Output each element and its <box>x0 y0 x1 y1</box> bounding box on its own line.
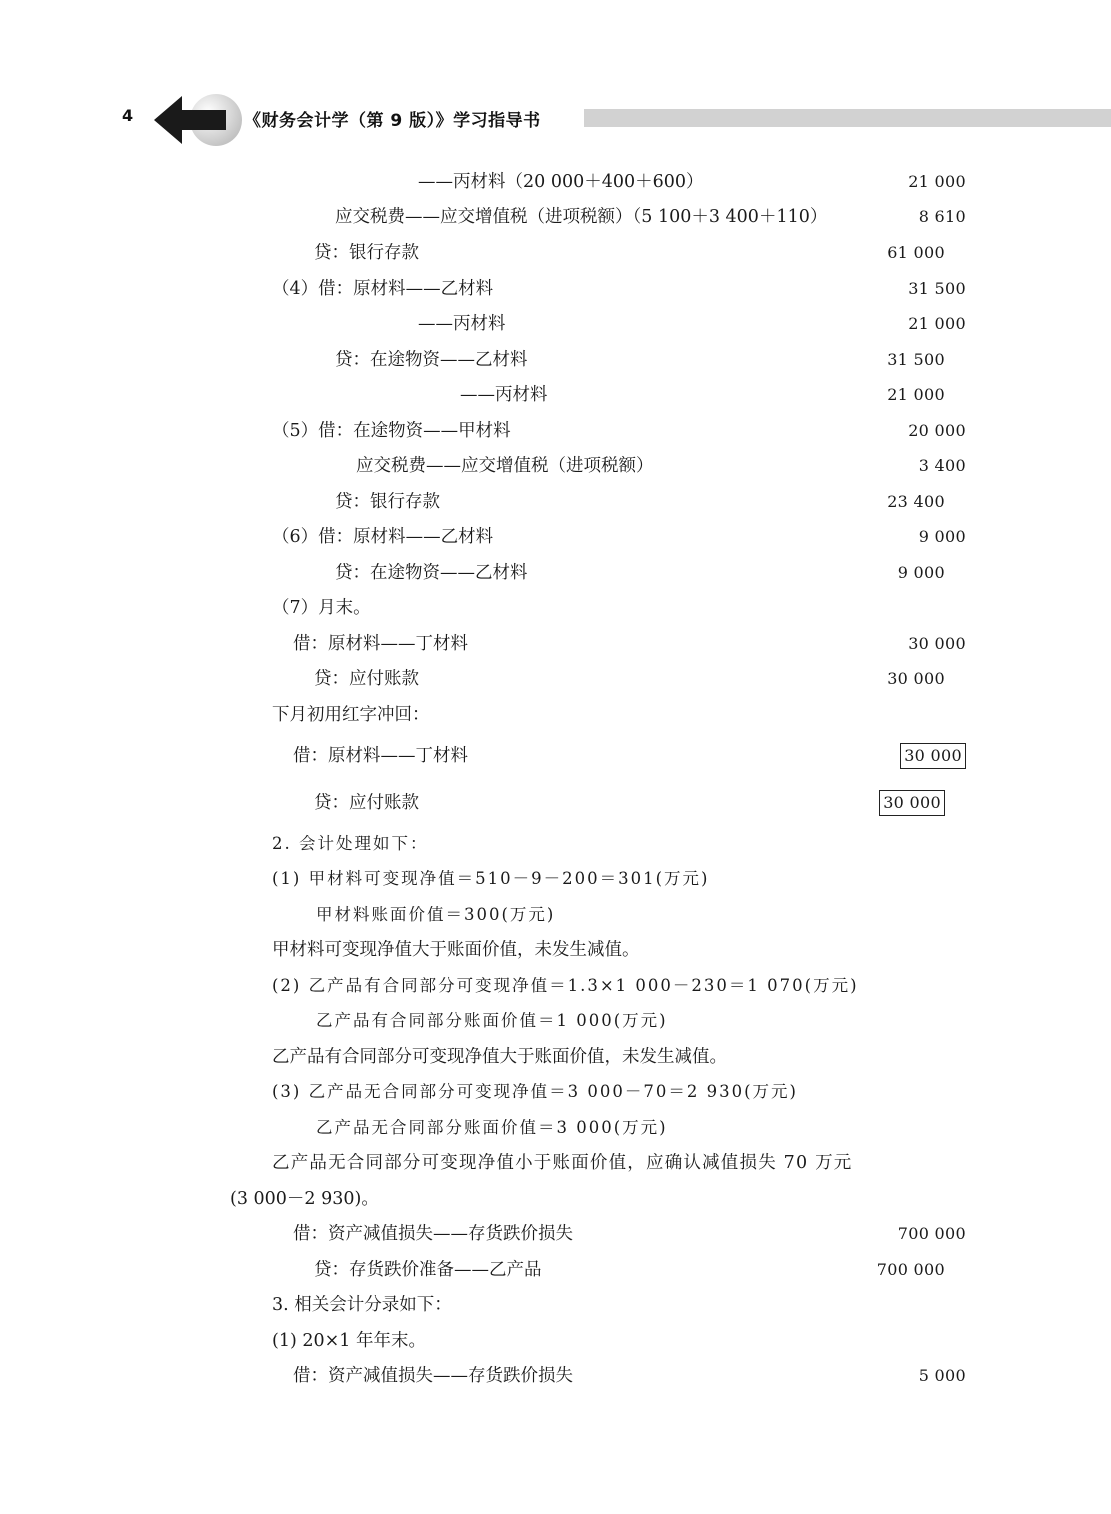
entry-amount: 61 000 <box>887 243 945 262</box>
calc-line <box>0 901 1111 929</box>
entry-text: (1) 甲材料可变现净值＝510－9－200＝301(万元) <box>272 869 710 888</box>
calc-line <box>0 865 1111 893</box>
entry-line <box>0 275 1111 303</box>
entry-amount: 5 000 <box>918 1366 966 1385</box>
entry-amount: 9 000 <box>897 563 945 582</box>
entry-line <box>0 1256 1111 1284</box>
red-entry-amount: 30 000 <box>879 790 945 816</box>
entry-text: 乙产品无合同部分账面价值＝3 000(万元) <box>316 1118 668 1137</box>
entry-text: 乙产品有合同部分账面价值＝1 000(万元) <box>316 1011 668 1030</box>
page-header <box>0 90 1111 150</box>
entry-amount: 3 400 <box>918 456 966 475</box>
entry-text: 甲材料账面价值＝300(万元) <box>316 905 556 924</box>
entry-text: 贷：应付账款 <box>314 793 419 813</box>
entry-amount: 700 000 <box>897 1224 966 1243</box>
entry-line <box>0 310 1111 338</box>
entry-line <box>0 203 1111 231</box>
entry-line <box>0 452 1111 480</box>
entry-text: 下月初用红字冲回： <box>272 705 430 725</box>
entry-line <box>0 417 1111 445</box>
entry-line <box>0 239 1111 267</box>
calc-line <box>0 1078 1111 1106</box>
entry-line <box>0 488 1111 516</box>
entry-line <box>0 381 1111 409</box>
entry-amount: 30 000 <box>887 669 945 688</box>
paragraph-line <box>0 1185 1111 1213</box>
entry-amount: 31 500 <box>908 279 966 298</box>
entry-text: 贷：银行存款 <box>335 492 440 512</box>
entry-line <box>0 789 1111 817</box>
paragraph-line <box>0 1149 1111 1177</box>
entry-text: （5）借：在途物资——甲材料 <box>272 421 511 441</box>
paragraph-line <box>0 1043 1111 1071</box>
entry-line <box>0 559 1111 587</box>
entry-text: 贷：应付账款 <box>314 669 419 689</box>
entry-text: 贷：在途物资——乙材料 <box>335 350 528 370</box>
entry-text: 借：原材料——丁材料 <box>293 634 468 654</box>
entry-text: （6）借：原材料——乙材料 <box>272 527 494 547</box>
entry-text: 乙产品无合同部分可变现净值小于账面价值，应确认减值损失 70 万元 <box>272 1153 853 1173</box>
entry-text: 贷：银行存款 <box>314 243 419 263</box>
paragraph-line <box>0 1327 1111 1355</box>
entry-text: (2) 乙产品有合同部分可变现净值＝1.3×1 000－230＝1 070(万元) <box>272 976 859 995</box>
entry-line <box>0 523 1111 551</box>
book-title: 《财务会计学（第 9 版）》学习指导书 <box>244 111 541 131</box>
entry-text: 贷：在途物资——乙材料 <box>335 563 528 583</box>
calc-line <box>0 1114 1111 1142</box>
entry-text: 应交税费——应交增值税（进项税额）（5 100＋3 400＋110） <box>335 207 828 227</box>
entry-amount: 20 000 <box>908 421 966 440</box>
entry-text: 2. 会计处理如下： <box>272 834 429 853</box>
entry-text: （7）月末。 <box>272 598 371 618</box>
header-bar <box>584 109 1111 127</box>
section-heading <box>0 830 1111 858</box>
entry-line <box>0 665 1111 693</box>
page-number: 4 <box>122 106 134 125</box>
entry-line <box>0 594 1111 622</box>
entry-text: ——丙材料（20 000＋400＋600） <box>418 172 704 192</box>
entry-line <box>0 630 1111 658</box>
entry-amount: 21 000 <box>908 314 966 333</box>
entry-line <box>0 346 1111 374</box>
calc-line <box>0 972 1111 1000</box>
paragraph-line <box>0 936 1111 964</box>
entry-amount: 23 400 <box>887 492 945 511</box>
entry-text: 甲材料可变现净值大于账面价值，未发生减值。 <box>272 940 640 960</box>
entry-amount: 8 610 <box>918 207 966 226</box>
entry-text: 借：原材料——丁材料 <box>293 746 468 766</box>
entry-line <box>0 1220 1111 1248</box>
entry-amount: 9 000 <box>918 527 966 546</box>
entry-line <box>0 742 1111 770</box>
entry-amount: 30 000 <box>908 634 966 653</box>
entry-text: 3. 相关会计分录如下： <box>272 1295 452 1315</box>
entry-text: 借：资产减值损失——存货跌价损失 <box>293 1366 573 1386</box>
entry-amount: 700 000 <box>876 1260 945 1279</box>
calc-line <box>0 1007 1111 1035</box>
entry-amount: 21 000 <box>908 172 966 191</box>
entry-text: 贷：存货跌价准备——乙产品 <box>314 1260 542 1280</box>
entry-amount: 21 000 <box>887 385 945 404</box>
entry-text: (3) 乙产品无合同部分可变现净值＝3 000－70＝2 930(万元) <box>272 1082 798 1101</box>
red-entry-amount: 30 000 <box>900 743 966 769</box>
entry-text: 借：资产减值损失——存货跌价损失 <box>293 1224 573 1244</box>
left-arrow-icon <box>150 92 246 148</box>
entry-text: 乙产品有合同部分可变现净值大于账面价值，未发生减值。 <box>272 1047 727 1067</box>
entry-text: ——丙材料 <box>418 314 506 334</box>
entry-line <box>0 701 1111 729</box>
entry-text: (1) 20×1 年年末。 <box>272 1331 426 1351</box>
entry-text: （4）借：原材料——乙材料 <box>272 279 494 299</box>
entry-line <box>0 1362 1111 1390</box>
entry-line <box>0 168 1111 196</box>
entry-text: (3 000－2 930)。 <box>230 1189 379 1209</box>
entry-text: 应交税费——应交增值税（进项税额） <box>356 456 654 476</box>
entry-text: ——丙材料 <box>460 385 548 405</box>
entry-amount: 31 500 <box>887 350 945 369</box>
section-heading <box>0 1291 1111 1319</box>
